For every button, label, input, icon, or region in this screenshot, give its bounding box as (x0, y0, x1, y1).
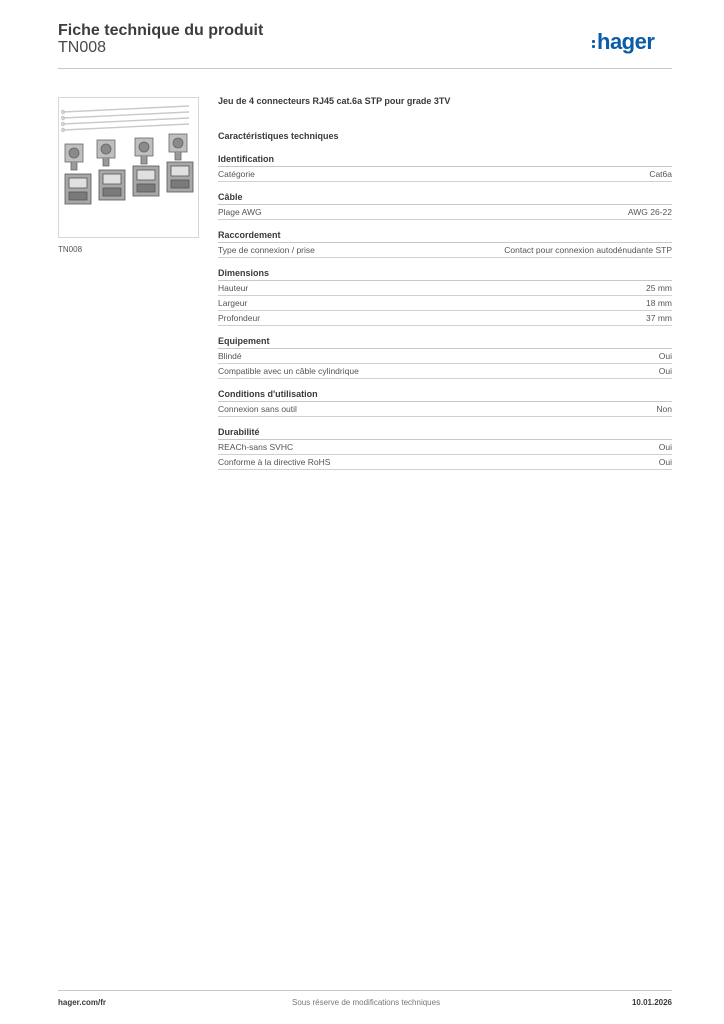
page-title: Fiche technique du produit (58, 22, 264, 39)
spec-value: Oui (658, 366, 672, 376)
footer-date: 10.01.2026 (631, 998, 672, 1007)
spec-value: Cat6a (649, 169, 672, 179)
spec-value: 18 mm (646, 298, 672, 308)
section-durabilite (218, 426, 672, 470)
spec-label: Profondeur (218, 313, 261, 323)
spec-row (218, 205, 672, 220)
spec-value: Non (656, 404, 672, 414)
spec-value: Oui (658, 442, 672, 452)
section-title: Identification (218, 153, 672, 167)
spec-value: Oui (658, 457, 672, 467)
image-caption: TN008 (58, 245, 83, 254)
spec-label: Largeur (218, 298, 248, 308)
section-title: Durabilité (218, 426, 672, 440)
spec-row (218, 402, 672, 417)
tech-heading: Caractéristiques techniques (218, 131, 339, 141)
spec-row (218, 281, 672, 296)
logo-text: hager (597, 29, 655, 54)
section-title: Conditions d'utilisation (218, 388, 672, 402)
spec-label: Type de connexion / prise (218, 245, 315, 255)
spec-row (218, 296, 672, 311)
spec-content (218, 95, 672, 470)
spec-label: Blindé (218, 351, 242, 361)
footer-divider (58, 990, 672, 991)
rj45-connectors-illustration-icon (59, 98, 198, 237)
header-divider (58, 68, 672, 69)
spec-row (218, 311, 672, 326)
section-conditions (218, 388, 672, 417)
section-title: Raccordement (218, 229, 672, 243)
spec-value: Oui (658, 351, 672, 361)
spec-label: Hauteur (218, 283, 249, 293)
spec-row (218, 455, 672, 470)
spec-row (218, 364, 672, 379)
spec-label: Conforme à la directive RoHS (218, 457, 331, 467)
section-dimensions (218, 267, 672, 326)
hager-logo (592, 30, 654, 54)
section-equipement (218, 335, 672, 379)
spec-row (218, 440, 672, 455)
logo-dots-icon (592, 39, 595, 49)
spec-label: Connexion sans outil (218, 404, 297, 414)
spec-label: Compatible avec un câble cylindrique (218, 366, 359, 376)
section-cable (218, 191, 672, 220)
spec-value: 37 mm (646, 313, 672, 323)
spec-label: Catégorie (218, 169, 255, 179)
section-title: Câble (218, 191, 672, 205)
spec-row (218, 349, 672, 364)
section-identification (218, 153, 672, 182)
spec-row (218, 243, 672, 258)
spec-label: Plage AWG (218, 207, 262, 217)
spec-label: REACh-sans SVHC (218, 442, 294, 452)
spec-value: Contact pour connexion autodénudante STP (504, 245, 672, 255)
footer-website-link[interactable]: hager.com/fr (58, 998, 107, 1007)
product-description: Jeu de 4 connecteurs RJ45 cat.6a STP pour grade 3TV (218, 96, 451, 106)
product-image (58, 97, 199, 238)
spec-row (218, 167, 672, 182)
section-title: Dimensions (218, 267, 672, 281)
product-reference: TN008 (58, 39, 107, 56)
spec-value: 25 mm (646, 283, 672, 293)
spec-value: AWG 26-22 (627, 207, 672, 217)
footer-notice: Sous réserve de modifications techniques (292, 998, 441, 1007)
section-raccordement (218, 229, 672, 258)
section-title: Equipement (218, 335, 672, 349)
